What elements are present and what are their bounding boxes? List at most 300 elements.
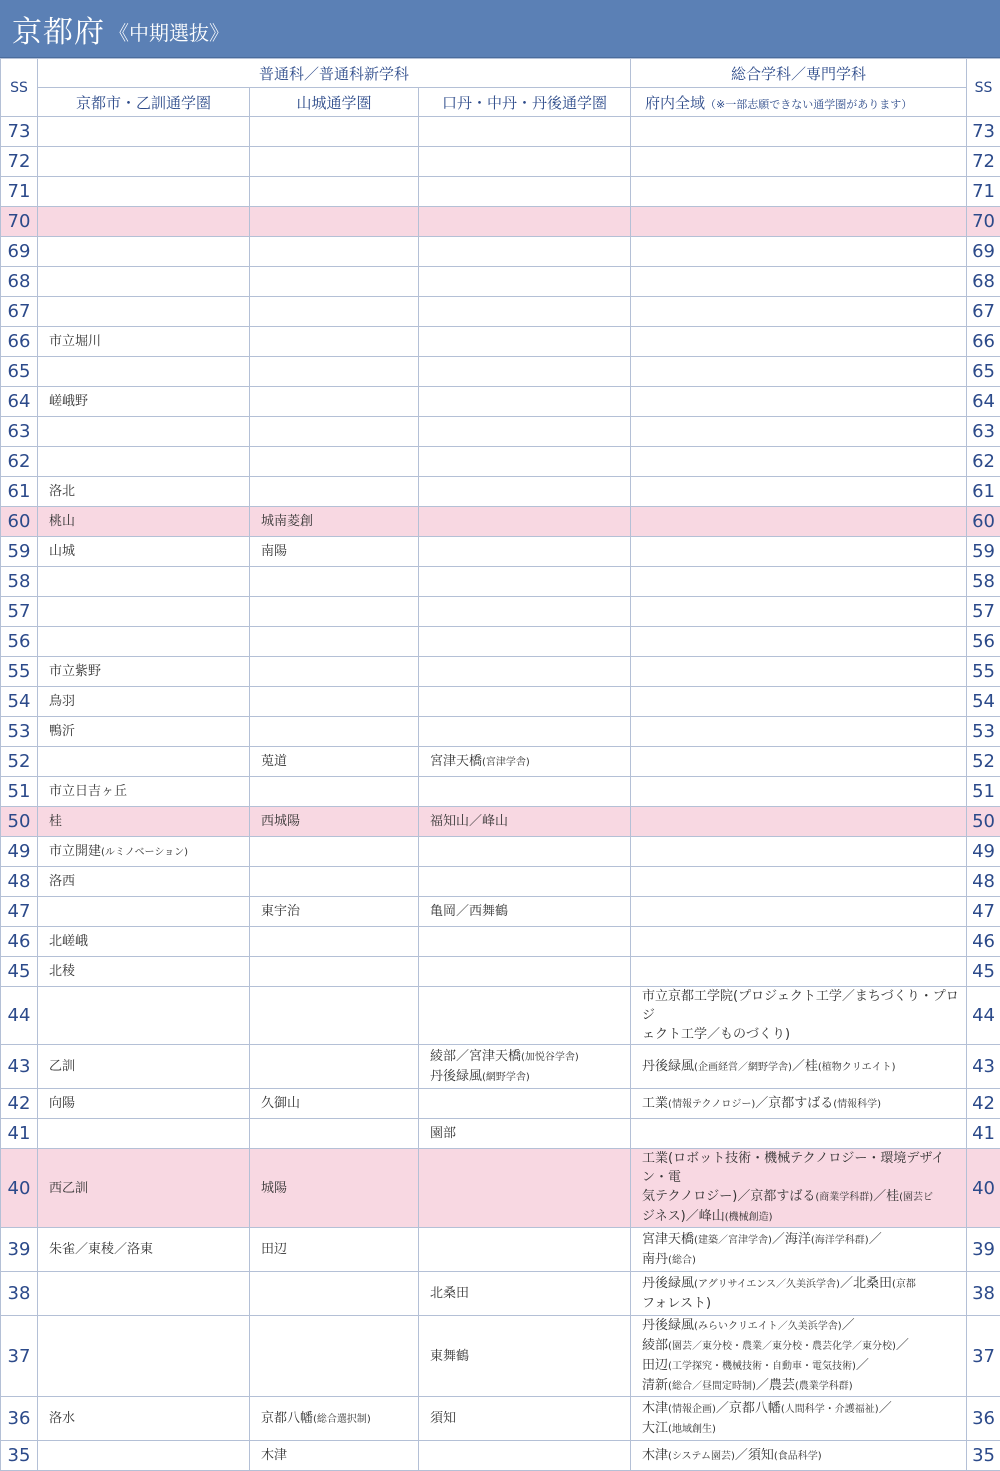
school-cell <box>419 777 631 807</box>
ss-value-right: 66 <box>967 327 1000 357</box>
ss-value-left: 53 <box>1 717 38 747</box>
school-cell <box>250 387 419 417</box>
school-name: 山城 <box>49 544 75 559</box>
table-row <box>1 1397 1000 1441</box>
table-row <box>1 387 1000 417</box>
table-row <box>1 477 1000 507</box>
ss-value-left: 65 <box>1 357 38 387</box>
ss-value-right: 57 <box>967 597 1000 627</box>
ss-value-left: 52 <box>1 747 38 777</box>
school-cell <box>38 627 250 657</box>
school-cell <box>250 657 419 687</box>
school-cell <box>419 477 631 507</box>
course-note: (食品科学) <box>774 1451 822 1462</box>
ss-value-right: 69 <box>967 237 1000 267</box>
school-cell <box>250 357 419 387</box>
ss-header-right: SS <box>967 59 1000 117</box>
ss-value-left: 64 <box>1 387 38 417</box>
school-name: ／桂 <box>792 1059 818 1074</box>
school-cell <box>419 1228 631 1272</box>
school-name: 洛西 <box>49 874 75 889</box>
school-cell <box>631 927 967 957</box>
school-cell <box>419 987 631 1045</box>
school-cell <box>631 267 967 297</box>
school-cell <box>250 747 419 777</box>
ss-value-right: 65 <box>967 357 1000 387</box>
table-row <box>1 627 1000 657</box>
ss-value-right: 43 <box>967 1045 1000 1089</box>
school-name: 城南菱創 <box>261 514 313 529</box>
ss-value-left: 68 <box>1 267 38 297</box>
table-row <box>1 657 1000 687</box>
school-cell <box>250 927 419 957</box>
ss-value-left: 51 <box>1 777 38 807</box>
school-cell <box>631 297 967 327</box>
table-row <box>1 1149 1000 1228</box>
school-cell <box>419 747 631 777</box>
school-cell <box>419 417 631 447</box>
ss-value-right: 38 <box>967 1272 1000 1316</box>
ss-value-left: 41 <box>1 1119 38 1149</box>
ss-value-right: 48 <box>967 867 1000 897</box>
course-note: (人間科学・介護福祉) <box>781 1404 879 1415</box>
table-row <box>1 837 1000 867</box>
school-name: 市立堀川 <box>49 334 101 349</box>
school-cell <box>38 987 250 1045</box>
school-name: 市立紫野 <box>49 664 101 679</box>
school-cell <box>419 327 631 357</box>
school-cell <box>38 1441 250 1471</box>
school-name: 清新 <box>642 1378 668 1393</box>
school-name: 木津 <box>642 1401 668 1416</box>
school-name: 木津 <box>261 1448 287 1463</box>
column-header-prefecture-wide-label: 府内全域 <box>645 94 705 112</box>
table-row <box>1 507 1000 537</box>
school-cell <box>250 807 419 837</box>
school-name: 綾部 <box>642 1338 668 1353</box>
school-cell <box>631 117 967 147</box>
school-cell <box>38 897 250 927</box>
school-name: ／ <box>869 1232 882 1247</box>
school-cell <box>38 957 250 987</box>
school-cell <box>419 867 631 897</box>
ss-value-left: 50 <box>1 807 38 837</box>
school-name: 鴨沂 <box>49 724 75 739</box>
course-note: (植物クリエイト) <box>818 1062 896 1073</box>
school-cell <box>631 1272 967 1316</box>
course-note: (建築／宮津学舎) <box>694 1235 772 1246</box>
school-cell <box>250 237 419 267</box>
school-cell <box>631 807 967 837</box>
school-name: ／京都八幡 <box>716 1401 781 1416</box>
school-cell <box>250 207 419 237</box>
school-name: 木津 <box>642 1448 668 1463</box>
school-cell <box>250 627 419 657</box>
ss-value-right: 37 <box>967 1316 1000 1397</box>
table-body <box>1 117 1000 1471</box>
school-cell <box>419 927 631 957</box>
school-name: ／桂 <box>873 1189 899 1204</box>
school-cell <box>250 837 419 867</box>
school-cell <box>419 1397 631 1441</box>
table-row <box>1 1089 1000 1119</box>
table-row <box>1 1272 1000 1316</box>
school-cell <box>38 507 250 537</box>
school-name: フォレスト) <box>642 1296 711 1311</box>
course-note: (海洋学科群) <box>811 1235 869 1246</box>
ss-value-left: 45 <box>1 957 38 987</box>
school-cell <box>631 207 967 237</box>
school-name: 嵯峨野 <box>49 394 88 409</box>
table-row <box>1 327 1000 357</box>
school-cell <box>38 1089 250 1119</box>
course-note: (京都 <box>892 1279 916 1290</box>
school-name: ／京都すばる <box>755 1096 833 1111</box>
school-cell <box>38 657 250 687</box>
school-name: 久御山 <box>261 1096 300 1111</box>
ss-value-left: 70 <box>1 207 38 237</box>
course-note: (総合選択制) <box>313 1414 371 1425</box>
course-note: (情報科学) <box>833 1099 881 1110</box>
table-row <box>1 237 1000 267</box>
school-cell <box>250 717 419 747</box>
school-name: 東宇治 <box>261 904 300 919</box>
table-row <box>1 807 1000 837</box>
school-name: 田辺 <box>261 1242 287 1257</box>
course-note: (総合) <box>668 1255 696 1266</box>
school-name: 田辺 <box>642 1358 668 1373</box>
school-cell <box>419 1119 631 1149</box>
ss-value-left: 58 <box>1 567 38 597</box>
ss-value-left: 62 <box>1 447 38 477</box>
school-cell <box>631 687 967 717</box>
school-cell <box>631 627 967 657</box>
school-cell <box>38 747 250 777</box>
school-cell <box>419 207 631 237</box>
school-cell <box>250 597 419 627</box>
ss-value-left: 69 <box>1 237 38 267</box>
school-cell <box>250 477 419 507</box>
school-cell <box>250 507 419 537</box>
school-name: 桂 <box>49 814 62 829</box>
course-note: (情報テクノロジー) <box>668 1099 755 1110</box>
school-name: 丹後緑風 <box>642 1059 694 1074</box>
table-row <box>1 687 1000 717</box>
school-cell <box>631 567 967 597</box>
school-cell <box>38 177 250 207</box>
school-cell <box>419 1149 631 1228</box>
school-cell <box>250 1149 419 1228</box>
course-note: (宮津学舎) <box>482 757 530 768</box>
table-row <box>1 897 1000 927</box>
school-cell <box>631 1316 967 1397</box>
ss-value-right: 36 <box>967 1397 1000 1441</box>
school-cell <box>419 657 631 687</box>
ss-value-right: 46 <box>967 927 1000 957</box>
school-name: 工業 <box>642 1096 668 1111</box>
column-header-note: （※一部志願できない通学圏があります） <box>705 98 912 111</box>
school-cell <box>631 747 967 777</box>
school-cell <box>250 267 419 297</box>
school-cell <box>419 1441 631 1471</box>
table-row <box>1 927 1000 957</box>
table-row <box>1 297 1000 327</box>
school-cell <box>38 927 250 957</box>
school-cell <box>38 1316 250 1397</box>
school-cell <box>38 447 250 477</box>
table-row <box>1 747 1000 777</box>
school-cell <box>419 717 631 747</box>
course-note: (総合／昼間定時制) <box>668 1381 756 1392</box>
school-cell <box>419 1045 631 1089</box>
school-name: 市立京都工学院(プロジェクト工学／まちづくり・プロジ <box>642 989 959 1023</box>
ss-value-right: 40 <box>967 1149 1000 1228</box>
table-row <box>1 447 1000 477</box>
school-cell <box>419 1272 631 1316</box>
school-cell <box>419 267 631 297</box>
page-title: 京都府 <box>12 7 105 51</box>
school-name: 市立日吉ヶ丘 <box>49 784 127 799</box>
ss-value-right: 50 <box>967 807 1000 837</box>
school-cell <box>250 1045 419 1089</box>
table-row <box>1 177 1000 207</box>
ss-value-right: 35 <box>967 1441 1000 1471</box>
school-cell <box>631 657 967 687</box>
school-cell <box>631 1149 967 1228</box>
column-header-prefecture-wide <box>631 88 967 117</box>
ss-value-right: 67 <box>967 297 1000 327</box>
ss-value-right: 44 <box>967 987 1000 1045</box>
ss-value-left: 46 <box>1 927 38 957</box>
table-row <box>1 207 1000 237</box>
ss-header-left: SS <box>1 59 38 117</box>
ss-value-left: 40 <box>1 1149 38 1228</box>
group-header-comprehensive: 総合学科／専門学科 <box>631 59 967 88</box>
school-cell <box>250 687 419 717</box>
school-cell <box>419 957 631 987</box>
ss-value-right: 41 <box>967 1119 1000 1149</box>
school-cell <box>631 897 967 927</box>
group-header-general: 普通科／普通科新学科 <box>38 59 631 88</box>
table-row <box>1 777 1000 807</box>
school-name: ／農芸 <box>756 1378 795 1393</box>
ss-value-right: 68 <box>967 267 1000 297</box>
ss-value-right: 70 <box>967 207 1000 237</box>
school-cell <box>38 297 250 327</box>
school-name: ェクト工学／ものづくり) <box>642 1027 790 1042</box>
page-header <box>0 0 1000 58</box>
school-cell <box>38 567 250 597</box>
school-cell <box>631 957 967 987</box>
school-cell <box>419 357 631 387</box>
course-note: (網野学舎) <box>482 1072 530 1083</box>
table-row <box>1 867 1000 897</box>
school-name: 亀岡／西舞鶴 <box>430 904 508 919</box>
course-note: (システム園芸) <box>668 1451 735 1462</box>
school-cell <box>631 327 967 357</box>
school-cell <box>631 1045 967 1089</box>
page-subtitle: 《中期選抜》 <box>109 17 229 46</box>
school-name: 南陽 <box>261 544 287 559</box>
school-cell <box>250 987 419 1045</box>
ss-value-left: 35 <box>1 1441 38 1471</box>
ss-table <box>0 58 1000 1471</box>
course-note: (園芸ビ <box>899 1192 933 1203</box>
school-cell <box>250 777 419 807</box>
school-cell <box>631 1119 967 1149</box>
school-cell <box>250 1272 419 1316</box>
ss-value-left: 71 <box>1 177 38 207</box>
ss-value-right: 62 <box>967 447 1000 477</box>
school-cell <box>419 1316 631 1397</box>
school-name: 莵道 <box>261 754 287 769</box>
school-cell <box>631 777 967 807</box>
ss-value-left: 72 <box>1 147 38 177</box>
school-name: ジネス)／峰山 <box>642 1209 725 1224</box>
school-cell <box>38 1149 250 1228</box>
school-cell <box>38 867 250 897</box>
school-name: 京都八幡 <box>261 1411 313 1426</box>
school-name: 福知山／峰山 <box>430 814 508 829</box>
ss-value-right: 63 <box>967 417 1000 447</box>
ss-value-right: 54 <box>967 687 1000 717</box>
school-cell <box>631 987 967 1045</box>
ss-value-right: 61 <box>967 477 1000 507</box>
school-cell <box>419 537 631 567</box>
school-cell <box>419 597 631 627</box>
school-name: ／北桑田 <box>840 1276 892 1291</box>
table-row <box>1 597 1000 627</box>
course-note: (みらいクリエイト／久美浜学舎) <box>694 1321 842 1332</box>
school-cell <box>631 357 967 387</box>
school-cell <box>38 267 250 297</box>
school-cell <box>38 717 250 747</box>
school-cell <box>38 117 250 147</box>
school-cell <box>631 237 967 267</box>
school-cell <box>419 837 631 867</box>
school-name: 洛北 <box>49 484 75 499</box>
course-note: (企画経営／網野学舎) <box>694 1062 792 1073</box>
school-name: 城陽 <box>261 1181 287 1196</box>
school-name: 園部 <box>430 1126 456 1141</box>
school-name: 工業(ロボット技術・機械テクノロジー・環境デザイン・電 <box>642 1151 944 1185</box>
table-row <box>1 357 1000 387</box>
course-note: (情報企画) <box>668 1404 716 1415</box>
school-cell <box>419 177 631 207</box>
table-row <box>1 1228 1000 1272</box>
school-cell <box>419 567 631 597</box>
school-cell <box>250 297 419 327</box>
ss-value-left: 49 <box>1 837 38 867</box>
ss-value-right: 49 <box>967 837 1000 867</box>
ss-value-right: 64 <box>967 387 1000 417</box>
school-name: 市立開建 <box>49 844 101 859</box>
ss-value-right: 71 <box>967 177 1000 207</box>
ss-value-left: 61 <box>1 477 38 507</box>
school-cell <box>419 297 631 327</box>
ss-value-right: 53 <box>967 717 1000 747</box>
ss-value-right: 60 <box>967 507 1000 537</box>
school-cell <box>631 837 967 867</box>
school-cell <box>631 1397 967 1441</box>
school-cell <box>419 687 631 717</box>
school-cell <box>419 897 631 927</box>
ss-value-left: 37 <box>1 1316 38 1397</box>
school-name: 宮津天橋 <box>430 754 482 769</box>
school-cell <box>631 507 967 537</box>
school-cell <box>38 357 250 387</box>
school-name: 北稜 <box>49 964 75 979</box>
school-name: ／ <box>896 1338 909 1353</box>
school-name: 北嵯峨 <box>49 934 88 949</box>
school-cell <box>419 147 631 177</box>
school-name: 洛水 <box>49 1411 75 1426</box>
ss-value-right: 56 <box>967 627 1000 657</box>
school-name: 南丹 <box>642 1252 668 1267</box>
school-cell <box>419 627 631 657</box>
ss-value-left: 60 <box>1 507 38 537</box>
ss-value-left: 55 <box>1 657 38 687</box>
school-cell <box>38 1228 250 1272</box>
school-cell <box>419 807 631 837</box>
school-cell <box>38 687 250 717</box>
ss-value-left: 36 <box>1 1397 38 1441</box>
school-cell <box>38 237 250 267</box>
column-header-yamashiro: 山城通学圏 <box>250 88 419 117</box>
ss-value-left: 59 <box>1 537 38 567</box>
table-row <box>1 267 1000 297</box>
school-cell <box>250 1228 419 1272</box>
course-note: (工学探究・機械技術・自動車・電気技術) <box>668 1361 856 1372</box>
table-row <box>1 1441 1000 1471</box>
school-cell <box>250 117 419 147</box>
table-row <box>1 537 1000 567</box>
school-cell <box>38 147 250 177</box>
school-cell <box>38 837 250 867</box>
ss-value-right: 58 <box>967 567 1000 597</box>
ss-value-left: 47 <box>1 897 38 927</box>
school-cell <box>250 1119 419 1149</box>
school-name: 西城陽 <box>261 814 300 829</box>
school-cell <box>419 387 631 417</box>
table-row <box>1 117 1000 147</box>
table-row <box>1 567 1000 597</box>
ss-value-left: 57 <box>1 597 38 627</box>
column-header-kuchitan: 口丹・中丹・丹後通学圏 <box>419 88 631 117</box>
table-row <box>1 1045 1000 1089</box>
school-cell <box>250 417 419 447</box>
school-name: ／海洋 <box>772 1232 811 1247</box>
school-name: ／須知 <box>735 1448 774 1463</box>
school-cell <box>250 1441 419 1471</box>
school-name: 綾部／宮津天橋 <box>430 1049 521 1064</box>
course-note: (アグリサイエンス／久美浜学舎) <box>694 1279 840 1290</box>
ss-value-right: 59 <box>967 537 1000 567</box>
school-cell <box>631 387 967 417</box>
school-cell <box>250 1089 419 1119</box>
course-note: (商業学科群) <box>815 1192 873 1203</box>
school-name: 丹後緑風 <box>430 1069 482 1084</box>
school-cell <box>419 117 631 147</box>
school-name: 乙訓 <box>49 1059 75 1074</box>
school-cell <box>38 777 250 807</box>
school-name: 向陽 <box>49 1096 75 1111</box>
school-cell <box>38 1272 250 1316</box>
school-cell <box>419 237 631 267</box>
table-row <box>1 147 1000 177</box>
ss-value-right: 72 <box>967 147 1000 177</box>
school-cell <box>250 327 419 357</box>
